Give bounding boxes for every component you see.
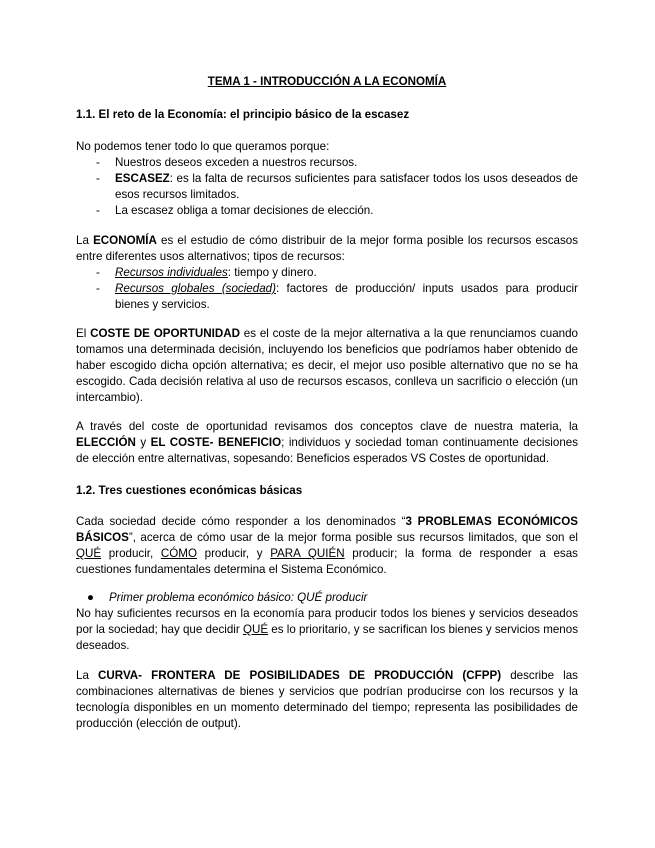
cfpp-paragraph: La CURVA- FRONTERA DE POSIBILIDADES DE PRODUCCIÓN (CFPP) describe las combinaciones alternativas de bienes y servicios que podrían producirse con los recursos y la tecnología disponibles en un momento determinado del tiempo; representa las posibilidades de producción (elección de output). bbox=[76, 669, 578, 730]
list-item: - Recursos globales (sociedad): factores de producción/ inputs usados para producir bienes y servicios. bbox=[96, 282, 578, 311]
dash-marker: - bbox=[96, 282, 100, 295]
coste-paragraph: El COSTE DE OPORTUNIDAD es el coste de la mejor alternativa a la que renunciamos cuando tomamos una determinada decisión, incluyendo los beneficios que podríamos haber obtenido de haber escogido dicha opción alternativa; es decir, el mejor uso posible alternativo que no se ha escogido. Cada decisión relativa al uso de recursos escasos, conlleva un sacrificio o elección (un intercambio). bbox=[76, 327, 579, 404]
document-title: TEMA 1 - INTRODUCCIÓN A LA ECONOMÍA bbox=[207, 75, 447, 88]
resources-list bbox=[76, 265, 578, 313]
first-problem-bullet: ● Primer problema económico básico: QUÉ producir bbox=[87, 591, 368, 604]
scarcity-list bbox=[76, 155, 578, 219]
dash-marker: - bbox=[96, 156, 100, 169]
section-2-heading: 1.2. Tres cuestiones económicas básicas bbox=[76, 484, 303, 497]
section-1-heading: 1.1. El reto de la Economía: el principio básico de la escasez bbox=[76, 108, 410, 121]
list-item: - Nuestros deseos exceden a nuestros recursos. bbox=[96, 156, 358, 169]
intro-line: No podemos tener todo lo que queramos porque: bbox=[76, 140, 330, 153]
dash-marker: - bbox=[96, 266, 100, 279]
problems-paragraph: Cada sociedad decide cómo responder a los denominados “3 PROBLEMAS ECONÓMICOS BÁSICOS”, acerca de cómo usar de la mejor forma posible sus recursos limitados, que son el QUÉ producir, CÓMO producir, y PARA QUIÉN producir; la forma de responder a esas cuestiones fundamentales determina el Sistema Económico. bbox=[76, 515, 578, 576]
list-item: - ESCASEZ: es la falta de recursos suficientes para satisfacer todos los usos deseados de esos recursos limitados. bbox=[96, 172, 578, 201]
dash-marker: - bbox=[96, 204, 100, 217]
que-paragraph: No hay suficientes recursos en la economía para producir todos los bienes y servicios deseados por la sociedad; hay que decidir QUÉ es lo prioritario, y se sacrifican los bienes y servicios menos deseados. bbox=[76, 607, 578, 652]
dash-marker: - bbox=[96, 172, 100, 185]
bullet-dot-icon: ● bbox=[87, 591, 95, 604]
traves-paragraph: A través del coste de oportunidad revisamos dos conceptos clave de nuestra materia, la ELECCIÓN y EL COSTE- BENEFICIO; individuos y sociedad toman continuamente decisiones de elección entre alternativas, sopesando: Beneficios esperados VS Costes de oportunidad. bbox=[76, 420, 579, 465]
economia-paragraph: La ECONOMÍA es el estudio de cómo distribuir de la mejor forma posible los recursos escasos entre diferentes usos alternativos; tipos de recursos: bbox=[76, 234, 578, 263]
list-item: - La escasez obliga a tomar decisiones de elección. bbox=[96, 204, 374, 217]
list-item: - Recursos individuales: tiempo y dinero. bbox=[96, 266, 317, 279]
